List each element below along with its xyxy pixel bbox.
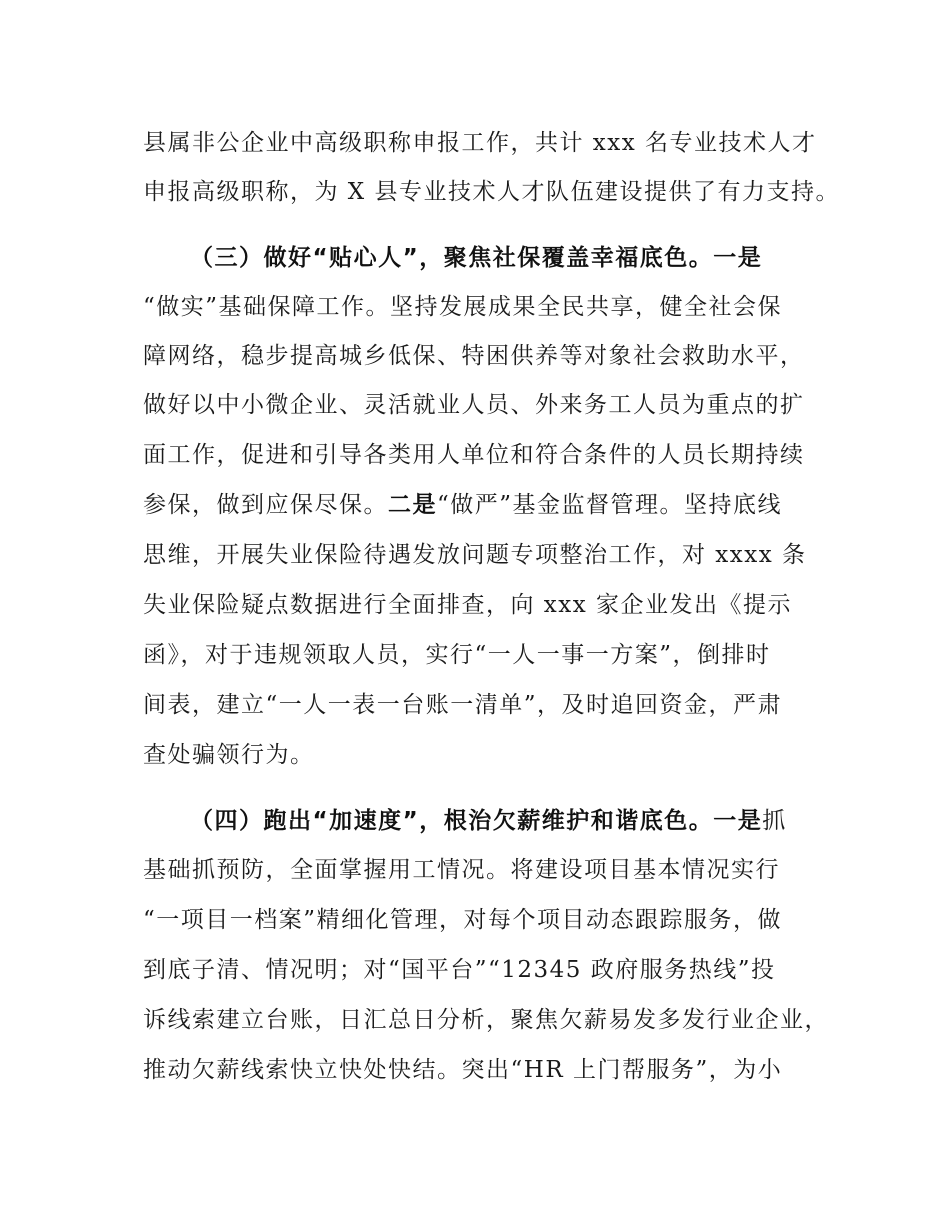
body-text-line: 推动欠薪线索快立快处快结。突出“HR 上门帮服务”，为小 (143, 1057, 783, 1083)
section-heading-4 (190, 806, 787, 836)
body-text-line: 函》，对于违规领取人员，实行“一人一事一方案”，倒排时 (143, 642, 771, 668)
body-text-line: 做好以中小微企业、灵活就业人员、外来务工人员为重点的扩 (143, 392, 805, 418)
body-text-line: 县属非公企业中高级职称申报工作，共计 xxx 名专业技术人才 (143, 130, 817, 156)
body-text-line: 面工作，促进和引导各类用人单位和符合条件的人员长期持续 (143, 442, 805, 468)
body-text-line: “做实”基础保障工作。坚持发展成果全民共享，健全社会保 (143, 294, 783, 320)
text-run: 抓 (762, 808, 787, 834)
bold-run: 二是 (388, 492, 437, 518)
body-text-line: 申报高级职称，为 X 县专业技术人才队伍建设提供了有力支持。 (143, 179, 840, 205)
body-text-line (143, 490, 782, 520)
text-run: “做严”基金监督管理。坚持底线 (437, 492, 783, 518)
body-text-line: 思维，开展失业保险待遇发放问题专项整治工作，对 xxxx 条 (143, 542, 807, 568)
body-text-line: 诉线索建立台账，日汇总日分析，聚焦欠薪易发多发行业企业， (143, 1007, 829, 1033)
body-text-line: 失业保险疑点数据进行全面排查，向 xxx 家企业发出《提示 (143, 592, 793, 618)
body-text-line: 到底子清、情况明；对“国平台”“12345 政府服务热线”投 (143, 957, 776, 983)
body-text-line: 间表，建立“一人一表一台账一清单”，及时追回资金，严肃 (143, 692, 783, 718)
body-text-line: “一项目一档案”精细化管理，对每个项目动态跟踪服务，做 (143, 907, 783, 933)
bold-run: （四）跑出“加速度”，根治欠薪维护和谐底色。一是 (190, 808, 763, 834)
body-text-line: 基础抓预防，全面掌握用工情况。将建设项目基本情况实行 (143, 857, 780, 883)
text-run: 参保，做到应保尽保。 (143, 492, 388, 518)
body-text-line: 查处骗领行为。 (143, 742, 315, 768)
body-text-line: 障网络，稳步提高城乡低保、特困供养等对象社会救助水平， (143, 343, 805, 369)
section-heading-3: （三）做好“贴心人”，聚焦社保覆盖幸福底色。一是 (190, 245, 763, 271)
